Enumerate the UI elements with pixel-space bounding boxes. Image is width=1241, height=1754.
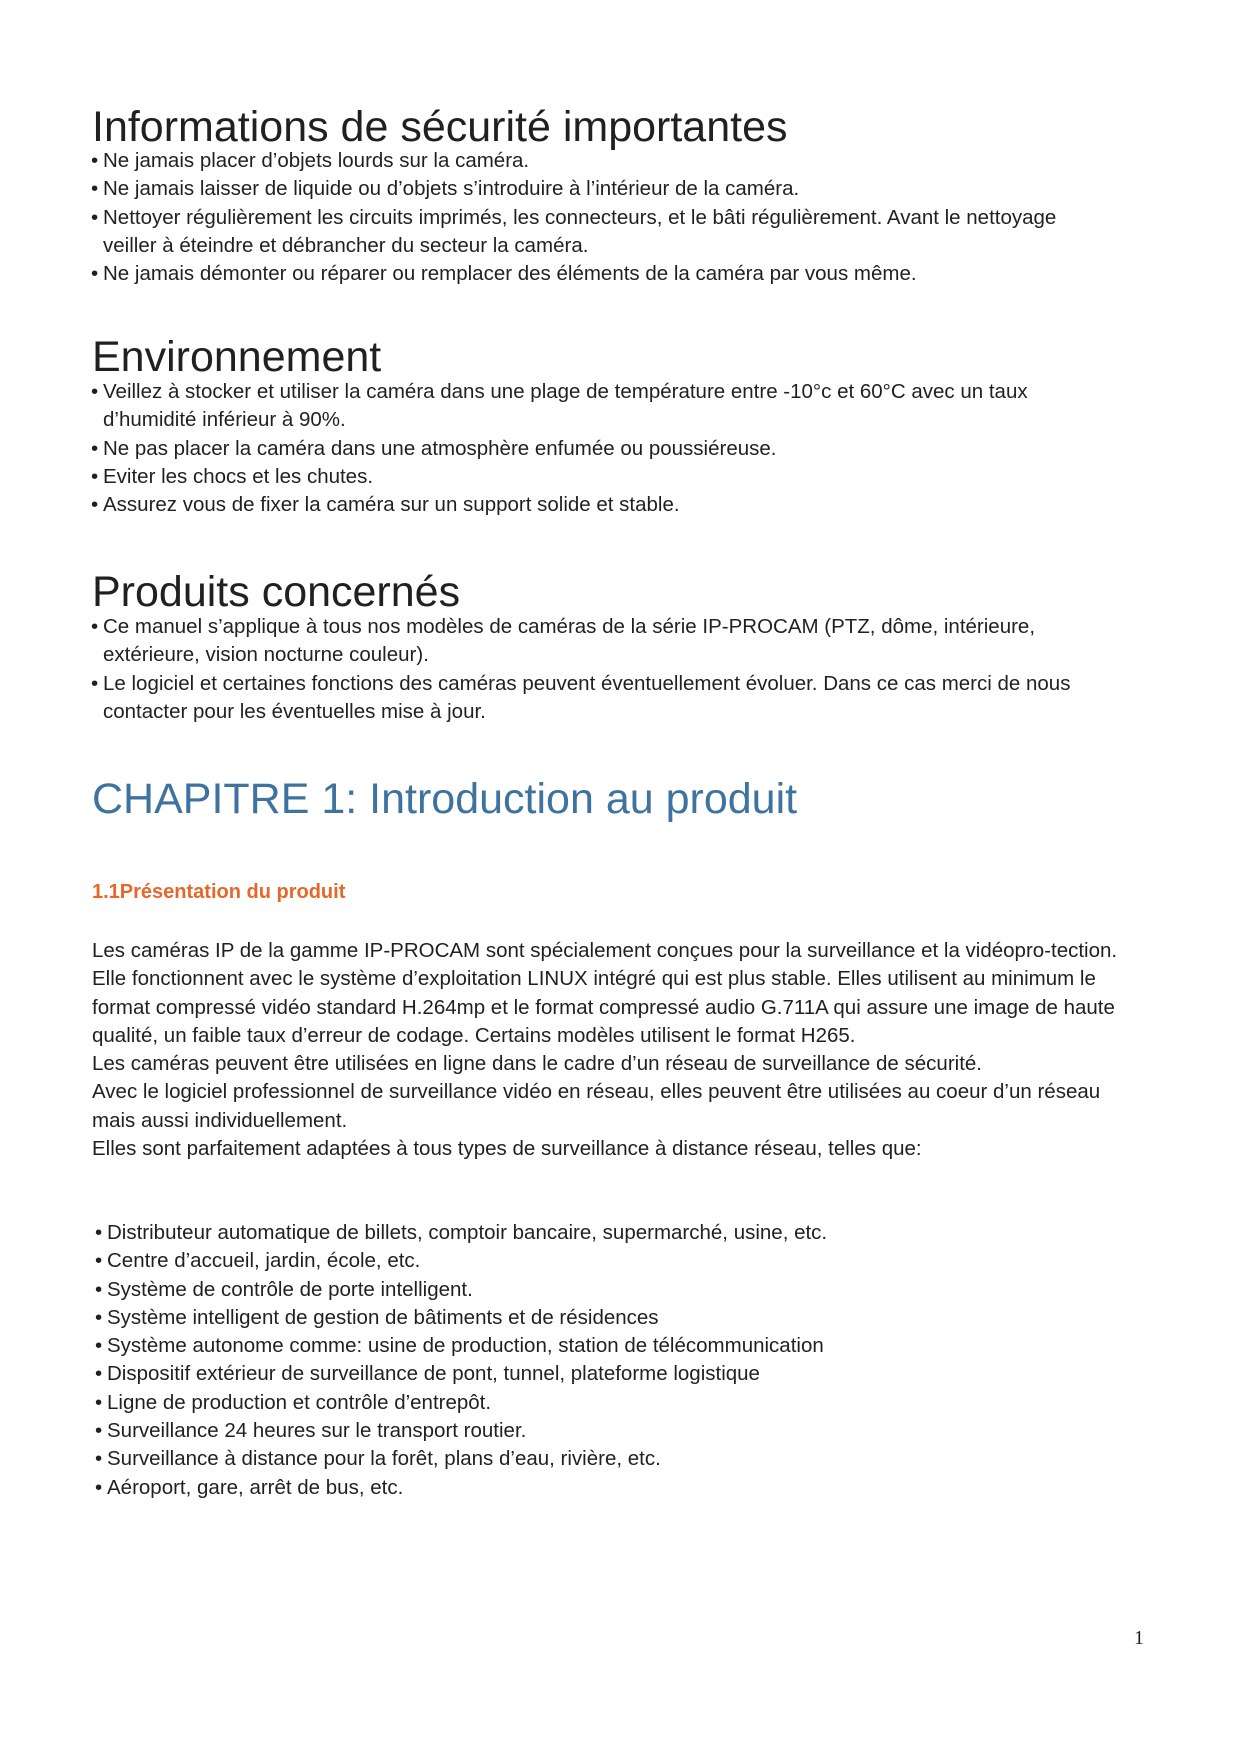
list-item: • Centre d’accueil, jardin, école, etc. bbox=[96, 1247, 1096, 1275]
list-item: • Surveillance 24 heures sur le transport routier. bbox=[96, 1417, 1096, 1445]
list-item: • Ne jamais laisser de liquide ou d’objets s’introduire à l’intérieur de la caméra. bbox=[92, 175, 1072, 203]
paragraph: Les caméras peuvent être utilisées en ligne dans le cadre d’un réseau de surveillance de sécurité. bbox=[92, 1052, 982, 1076]
list-item: • Distributeur automatique de billets, comptoir bancaire, supermarché, usine, etc. bbox=[96, 1219, 1096, 1247]
list-item: • Eviter les chocs et les chutes. bbox=[92, 463, 1072, 491]
list-item: • Assurez vous de fixer la caméra sur un support solide et stable. bbox=[92, 491, 1072, 519]
chapter-body bbox=[92, 937, 1132, 1163]
section-title-products: Produits concernés bbox=[92, 568, 461, 616]
list-item: • Aéroport, gare, arrêt de bus, etc. bbox=[96, 1474, 1096, 1502]
list-item: • Système autonome comme: usine de production, station de télécommunication bbox=[96, 1332, 1096, 1360]
list-item: • Dispositif extérieur de surveillance de pont, tunnel, plateforme logistique bbox=[96, 1360, 1096, 1388]
list-item: • Ce manuel s’applique à tous nos modèles de caméras de la série IP-PROCAM (PTZ, dôme, intérieure, extérieure, vision nocturne couleur). bbox=[92, 613, 1092, 670]
section-title-safety: Informations de sécurité importantes bbox=[92, 103, 788, 151]
list-item: • Ne pas placer la caméra dans une atmosphère enfumée ou poussiéreuse. bbox=[92, 435, 1072, 463]
list-item: • Ligne de production et contrôle d’entrepôt. bbox=[96, 1389, 1096, 1417]
list-item: • Système de contrôle de porte intelligent. bbox=[96, 1276, 1096, 1304]
subsection-title: 1.1Présentation du produit bbox=[92, 881, 346, 903]
list-item: • Le logiciel et certaines fonctions des caméras peuvent éventuellement évoluer. Dans ce cas merci de nous contacter pour les éventuelles mise à jour. bbox=[92, 670, 1092, 727]
environment-list bbox=[92, 378, 1072, 519]
page-number: 1 bbox=[1134, 1627, 1144, 1649]
paragraph: Elles sont parfaitement adaptées à tous types de surveillance à distance réseau, telles que: bbox=[92, 1137, 922, 1161]
paragraph: Avec le logiciel professionnel de surveillance vidéo en réseau, elles peuvent être utilisées au coeur d’un réseau mais aussi individuellement. bbox=[92, 1080, 1101, 1132]
chapter-title: CHAPITRE 1: Introduction au produit bbox=[92, 775, 798, 823]
list-item: • Système intelligent de gestion de bâtiments et de résidences bbox=[96, 1304, 1096, 1332]
section-title-environment: Environnement bbox=[92, 333, 382, 381]
list-item: • Nettoyer régulièrement les circuits imprimés, les connecteurs, et le bâti régulièrement. Avant le nettoyage veiller à éteindre et débrancher du secteur la caméra. bbox=[92, 204, 1072, 261]
safety-list bbox=[92, 147, 1072, 288]
products-list bbox=[92, 613, 1092, 726]
list-item: • Surveillance à distance pour la forêt, plans d’eau, rivière, etc. bbox=[96, 1445, 1096, 1473]
list-item: • Ne jamais placer d’objets lourds sur la caméra. bbox=[92, 147, 1072, 175]
paragraph: Les caméras IP de la gamme IP-PROCAM sont spécialement conçues pour la surveillance et la vidéopro-tection. Elle fonctionnent avec le système d’exploitation LINUX intégré qui est plus stable. Elles utilisent au minimum le format compressé vidéo standard H.264mp et le format compressé audio G.711A qui assure une image de haute qualité, un faible taux d’erreur de codage. Certains modèles utilisent le format H265. bbox=[92, 939, 1118, 1047]
list-item: • Ne jamais démonter ou réparer ou remplacer des éléments de la caméra par vous même. bbox=[92, 260, 1072, 288]
uses-list bbox=[96, 1219, 1096, 1502]
list-item: • Veillez à stocker et utiliser la caméra dans une plage de température entre -10°c et 60°C avec un taux d’humidité inférieur à 90%. bbox=[92, 378, 1072, 435]
